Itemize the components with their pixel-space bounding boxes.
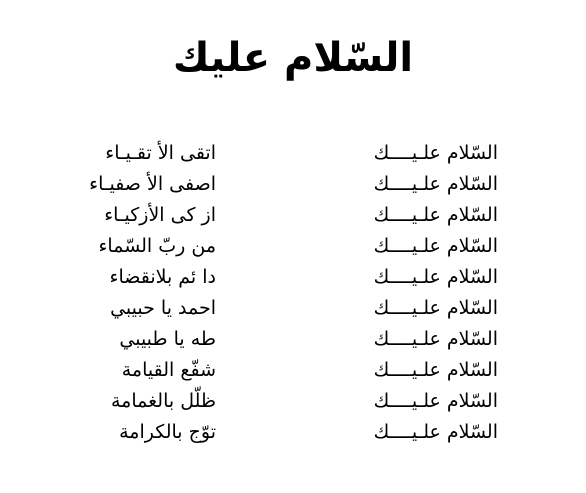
verse-row bbox=[0, 262, 586, 293]
verse-row bbox=[0, 231, 586, 262]
verse-line: شفّع القيامة bbox=[121, 359, 216, 381]
verse-row bbox=[0, 417, 586, 448]
verse-line: دا ئم بلانقضاء bbox=[109, 266, 216, 288]
verse-row bbox=[0, 386, 586, 417]
poem-title: السّلام عليك bbox=[172, 35, 414, 81]
verse-row bbox=[0, 138, 586, 169]
verse-row bbox=[0, 355, 586, 386]
verse-line: از كى الأزكيـاء bbox=[104, 204, 216, 226]
verse-line: طه يا طبيبي bbox=[119, 328, 216, 350]
verse-line: توّج بالكرامة bbox=[119, 421, 216, 443]
poem-body bbox=[0, 138, 586, 448]
verse-refrain: السّلام علـيــــك bbox=[373, 204, 498, 226]
verse-row bbox=[0, 200, 586, 231]
verse-row bbox=[0, 293, 586, 324]
verse-line: احمد يا حبيبي bbox=[110, 297, 216, 319]
verse-refrain: السّلام علـيــــك bbox=[373, 359, 498, 381]
verse-line: اصفى الأ صفيـاء bbox=[89, 173, 216, 195]
verse-line: ظلّل بالغمامة bbox=[110, 390, 216, 412]
verse-refrain: السّلام علـيــــك bbox=[373, 142, 498, 164]
verse-refrain: السّلام علـيــــك bbox=[373, 297, 498, 319]
verse-line: اتقى الأ تقـيـاء bbox=[105, 142, 216, 164]
verse-row bbox=[0, 324, 586, 355]
verse-refrain: السّلام علـيــــك bbox=[373, 173, 498, 195]
verse-refrain: السّلام علـيــــك bbox=[373, 421, 498, 443]
verse-row bbox=[0, 169, 586, 200]
verse-line: من ربّ السّماء bbox=[98, 235, 216, 257]
verse-refrain: السّلام علـيــــك bbox=[373, 390, 498, 412]
verse-refrain: السّلام علـيــــك bbox=[373, 266, 498, 288]
verse-refrain: السّلام علـيــــك bbox=[373, 235, 498, 257]
verse-refrain: السّلام علـيــــك bbox=[373, 328, 498, 350]
